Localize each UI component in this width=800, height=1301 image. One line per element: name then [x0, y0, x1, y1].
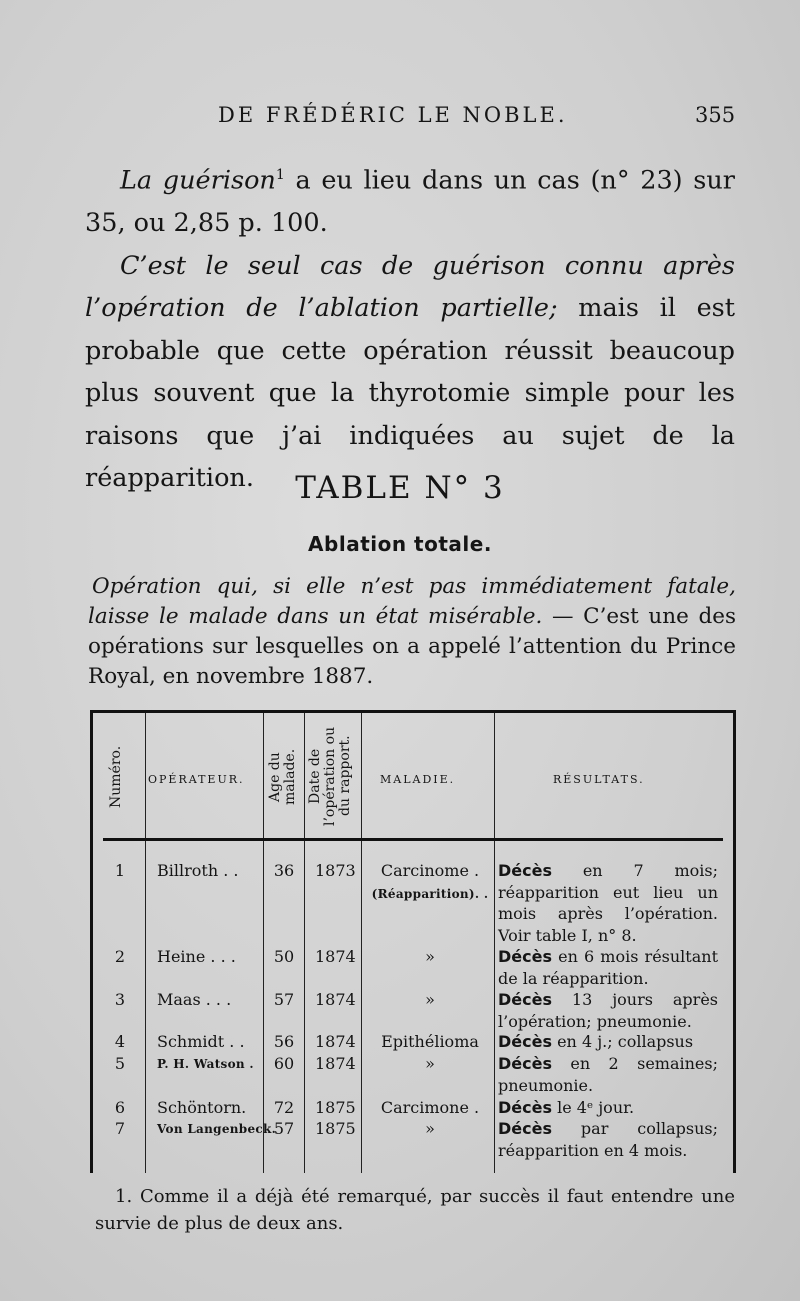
result-text: en 6 mois résultant de la réapparition. — [498, 947, 718, 988]
row-date: 1874 — [315, 1054, 356, 1073]
result-text: en 7 mois; réapparition eut lieu un mois après l’opération. Voir table I, n° 8. — [498, 861, 718, 945]
row-age: 56 — [273, 1032, 295, 1051]
row-date: 1874 — [315, 1032, 356, 1051]
row-result — [498, 1031, 718, 1053]
row-result — [498, 860, 718, 946]
result-label: Décès — [498, 990, 552, 1009]
row-number: 2 — [114, 947, 126, 966]
row-number: 3 — [114, 990, 126, 1009]
result-text: en 4 j.; collapsus — [552, 1032, 694, 1051]
body-text — [85, 154, 735, 500]
row-operator: Maas . . . — [157, 990, 232, 1009]
header-numero: Numéro. — [108, 745, 124, 809]
row-number: 4 — [114, 1032, 126, 1051]
table-intro — [88, 572, 736, 692]
row-result — [498, 1053, 718, 1096]
result-label: Décès — [498, 1098, 552, 1117]
header-age: Age du malade. — [267, 748, 298, 806]
footnote-text: 1. Comme il a déjà été remarqué, par succès il faut entendre une survie de plus de deux ans. — [95, 1186, 735, 1234]
header-date: Date de l’opération ou du rapport. — [307, 726, 353, 826]
row-disease: Carcimone . — [380, 1098, 480, 1117]
row-number: 5 — [114, 1054, 126, 1073]
paragraph-1 — [85, 154, 735, 245]
row-disease: Epithélioma — [381, 1032, 479, 1051]
row-disease: » — [425, 990, 435, 1009]
row-operator: Von Langenbeck. — [157, 1122, 277, 1136]
row-date: 1875 — [315, 1098, 356, 1117]
paragraph-2-italic: C’est le seul cas de guérison connu après l’opération de l’ablation partielle; — [85, 250, 735, 323]
footnote — [95, 1183, 735, 1237]
row-disease: » — [425, 947, 435, 966]
row-operator: Heine . . . — [157, 947, 236, 966]
header-resultats: RÉSULTATS. — [553, 773, 645, 786]
result-text: le 4ᵉ jour. — [552, 1098, 635, 1117]
row-operator: Billroth . . — [157, 861, 239, 880]
footnote-ref: 1 — [275, 167, 285, 183]
results-table — [90, 710, 736, 1173]
intro-text: — C’est une des opérations sur lesquelles on a appelé l’attention du Prince Royal, en novembre 1887. — [88, 604, 736, 689]
row-disease: Carcinome . — [380, 861, 480, 880]
result-text: par collapsus; réapparition en 4 mois. — [498, 1119, 718, 1160]
row-age: 36 — [273, 861, 295, 880]
row-number: 1 — [114, 861, 126, 880]
table-title: TABLE N° 3 — [295, 470, 505, 506]
row-result — [498, 946, 718, 989]
row-result — [498, 1118, 718, 1161]
row-date: 1874 — [315, 990, 356, 1009]
row-number: 6 — [114, 1098, 126, 1117]
row-age: 72 — [273, 1098, 295, 1117]
row-result — [498, 989, 718, 1032]
row-age: 50 — [273, 947, 295, 966]
row-disease: » — [425, 1119, 435, 1138]
page-number: 355 — [695, 103, 736, 127]
row-date: 1875 — [315, 1119, 356, 1138]
row-date: 1874 — [315, 947, 356, 966]
header-maladie: MALADIE. — [380, 773, 456, 786]
paragraph-1-italic: La guérison — [120, 165, 276, 196]
header-operateur: OPÉRATEUR. — [148, 773, 245, 786]
row-disease-note: (Réapparition). . — [371, 887, 489, 901]
row-result — [498, 1097, 718, 1119]
result-label: Décès — [498, 861, 552, 880]
result-label: Décès — [498, 1054, 552, 1073]
row-age: 57 — [273, 1119, 295, 1138]
row-age: 57 — [273, 990, 295, 1009]
result-text: 13 jours après l’opération; pneumonie. — [498, 990, 718, 1031]
paragraph-2 — [85, 245, 735, 500]
table-subtitle: Ablation totale. — [308, 532, 492, 556]
row-operator: Schöntorn. — [157, 1098, 247, 1117]
row-age: 60 — [273, 1054, 295, 1073]
row-operator: Schmidt . . — [157, 1032, 245, 1051]
result-text: en 2 semaines; pneumonie. — [498, 1054, 718, 1095]
row-disease: » — [425, 1054, 435, 1073]
running-title: DE FRÉDÉRIC LE NOBLE. — [218, 103, 568, 127]
row-date: 1873 — [315, 861, 356, 880]
running-header — [0, 101, 800, 131]
intro-italic: Opération qui, si elle n’est pas immédiatement fatale, laisse le malade dans un état misérable. — [88, 574, 736, 629]
row-number: 7 — [114, 1119, 126, 1138]
row-operator: P. H. Watson . — [157, 1057, 254, 1071]
result-label: Décès — [498, 1119, 552, 1138]
paragraph-2-text: mais il est probable que cette opération réussit beaucoup plus souvent que la thyrotomie simple pour les raisons que j’ai indiquées au sujet de la réapparition. — [85, 293, 735, 493]
paragraph-1-text: a eu lieu dans un cas (n° 23) sur 35, ou 2,85 p. 100. — [85, 165, 735, 238]
result-label: Décès — [498, 947, 552, 966]
result-label: Décès — [498, 1032, 552, 1051]
